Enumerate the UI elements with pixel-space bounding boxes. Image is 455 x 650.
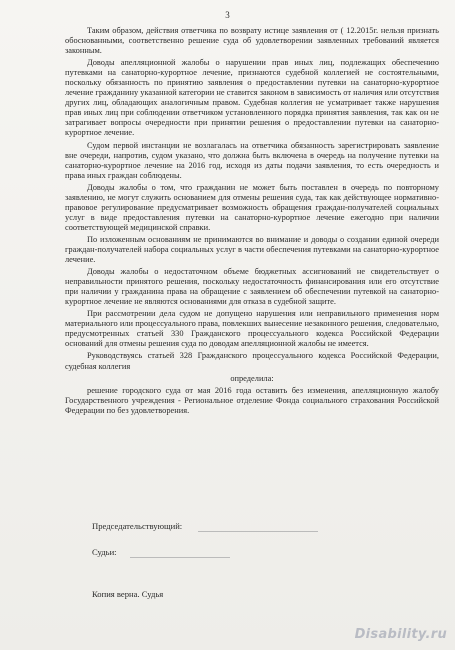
paragraph-5: По изложенным основаниям не принимаются во внимание и доводы о создании единой очереди граждан-получателей набора социальных услуг в части обеспечения путевками на санаторно-курортное лечение.	[65, 234, 439, 265]
judges-label: Судьи:	[92, 547, 117, 557]
chairman-label: Председательствующий:	[92, 521, 183, 531]
paragraph-8: Руководствуясь статьей 328 Гражданского процессуального кодекса Российской Федерации, судебная коллегия	[65, 351, 439, 371]
paragraph-1: Таким образом, действия ответчика по возврату истице заявления от ( 12.2015г. нельзя признать обоснованными, соответственно решение суда об удовлетворении заявленных требований является законным.	[65, 26, 439, 56]
chairman-signature-line	[198, 531, 318, 532]
paragraph-6: Доводы жалобы о недостаточном объеме бюджетных ассигнований не свидетельствует о неправильности принятого решения, поскольку недостаточность финансирования или его отсутствие при наличии у гражданина права на обращение с заявлением об обеспечении путевкой на санаторно-курортное лечение не являются основаниями для отказа в судебной защите.	[65, 267, 439, 307]
paragraph-3: Судом первой инстанции не возлагалась на ответчика обязанность зарегистрировать заявление вне очереди, напротив, судом указано, что должна быть включена в очередь на получение путевки на санаторно-курортное лечение на 2016 год, исходя из даты подачи заявления, то есть очередность и права иных граждан соблюдены.	[65, 140, 439, 180]
paragraph-4: Доводы жалобы о том, что гражданин не может быть поставлен в очередь по повторному заявлению, не могут служить основанием для отмены решения суда, так как действующее нормативно-правовое регулирование предусматривает возможность обращения граждан-получателей социальных услуг в виде предоставления путевки на санаторно-курортное лечение ежегодно при наличии соответствующей медицинской справки.	[65, 182, 439, 232]
document-body	[65, 26, 439, 418]
paragraph-2: Доводы апелляционной жалобы о нарушении прав иных лиц, подлежащих обеспечению путевками на санаторно-курортное лечение, признаются судебной коллегией не состоятельными, поскольку обязанность по принятию заявления о предоставлении путевки на санаторно-курортное лечение гражданину указанной категории не ставится законом в зависимость от наличия или отсутствия других лиц, обладающих аналогичным правом. Судебная коллегия не усматривает также нарушения прав иных лиц при соблюдении ответчиком установленного порядка принятия заявления, так как он не затрагивает вопросы очередности при принятии решения о предоставлении путевки на санаторно-курортное лечение.	[65, 58, 439, 138]
judges-signature-line	[130, 557, 230, 558]
page-number: 3	[225, 10, 230, 20]
site-watermark: Disability.ru	[354, 627, 447, 642]
ruling-text: решение городского суда от мая 2016 года оставить без изменения, апелляционную жалобу Государственного учреждения - Региональное отделение Фонда социального страхования Российской Федерации по без удовлетворения.	[65, 385, 439, 415]
ruling-heading: определила:	[230, 373, 274, 383]
certified-copy-note: Копия верна. Судья	[92, 589, 164, 599]
paragraph-7: При рассмотрении дела судом не допущено нарушения или неправильного применения норм материального или процессуального права, повлекших вынесение незаконного решения, следовательно, предусмотренных статьей 330 Гражданского процессуального кодекса Российской Федерации оснований для отмены решения суда по доводам апелляционной жалобы не имеется.	[65, 309, 439, 349]
